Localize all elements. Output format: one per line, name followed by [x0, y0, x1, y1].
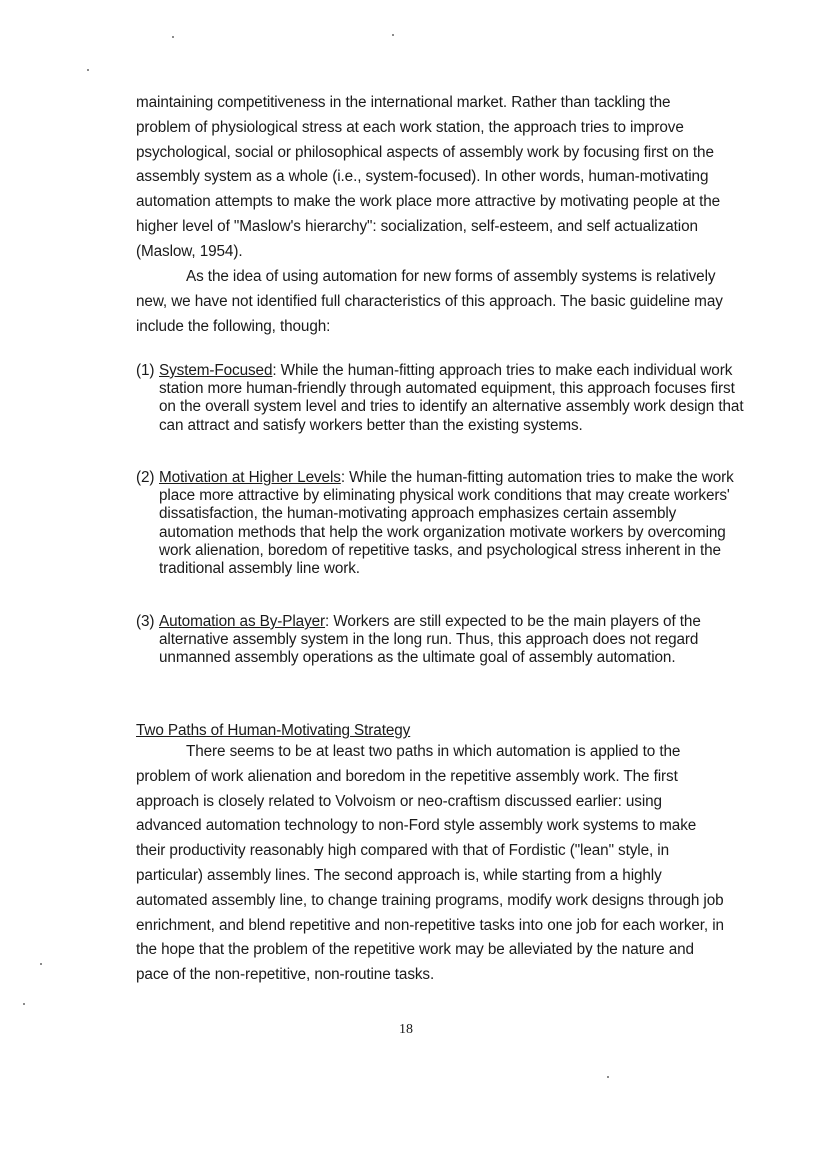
paragraph-guideline-text: As the idea of using automation for new forms of assembly systems is relatively new, we have not identified full characteristics of this approach. The basic guideline may include the following, though: — [136, 268, 723, 335]
list-item-1 — [136, 362, 753, 435]
list-item-3 — [136, 613, 753, 668]
list-item-text: : While the human-fitting approach tries to make each individual work station more human-friendly through automated equipment, this approach focuses first on the overall system level and tries to identify an alternative assembly work design that can attract and satisfy workers better than the existing systems. — [159, 362, 744, 434]
list-item-number: (3) — [136, 613, 155, 630]
list-item-number: (2) — [136, 469, 155, 486]
paragraph-intro-text: maintaining competitiveness in the international market. Rather than tackling the problem of physiological stress at each work station, the approach tries to improve psychological, social or philosophical aspects of assembly work by focusing first on the assembly system as a whole (i.e., system-focused). In other words, human-motivating automation attempts to make the work place more attractive by motivating people at the higher level of "Maslow's hierarchy": socialization, self-esteem, and self actualization (Maslow, 1954). — [136, 94, 721, 260]
scan-speck — [23, 1003, 25, 1005]
scan-speck — [172, 36, 174, 38]
scan-speck — [392, 34, 394, 36]
list-item-text: : While the human-fitting automation tries to make the work place more attractive by eliminating physical work conditions that may create workers' dissatisfaction, the human-motivating approach emphasizes certain assembly automation methods that help the work organization motivate workers by overcoming work alienation, boredom of repetitive tasks, and psychological stress inherent in the traditional assembly line work. — [159, 469, 734, 578]
list-item-term: Automation as By-Player — [159, 613, 326, 630]
scan-speck — [87, 69, 89, 71]
paragraph-guideline — [136, 265, 728, 339]
section-heading: Two Paths of Human-Motivating Strategy — [136, 722, 411, 739]
paragraph-intro — [136, 91, 728, 265]
list-item-number: (1) — [136, 362, 155, 379]
list-item-text: : Workers are still expected to be the main players of the alternative assembly system in the long run. Thus, this approach does not regard unmanned assembly operations as the ultimate goal of assembly automation. — [159, 613, 701, 667]
list-item-term: System-Focused — [159, 362, 273, 379]
scan-speck — [607, 1076, 609, 1078]
paragraph-section-text: There seems to be at least two paths in which automation is applied to the problem of work alienation and boredom in the repetitive assembly work. The first approach is closely related to Volvoism or neo-craftism discussed earlier: using advanced automation technology to non-Ford style assembly work systems to make their productivity reasonably high compared with that of Fordistic ("lean" style, in particular) assembly lines. The second approach is, while starting from a highly automated assembly line, to change training programs, modify work designs through job enrichment, and blend repetitive and non-repetitive tasks into one job for each worker, in the hope that the problem of the repetitive work may be alleviated by the nature and pace of the non-repetitive, non-routine tasks. — [136, 743, 724, 984]
paragraph-section — [136, 740, 728, 988]
list-item-2 — [136, 469, 753, 578]
scan-speck — [40, 963, 42, 965]
list-item-term: Motivation at Higher Levels — [159, 469, 341, 486]
page-number: 18 — [399, 1022, 413, 1037]
